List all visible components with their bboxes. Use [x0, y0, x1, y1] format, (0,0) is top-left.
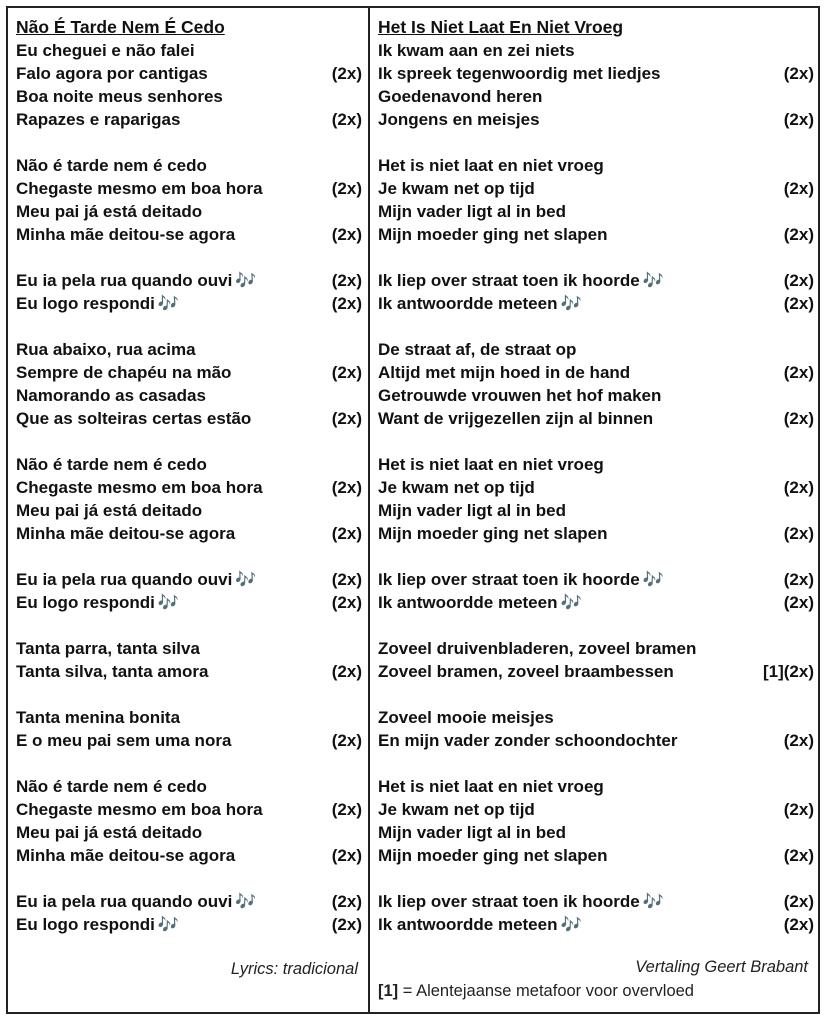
repeat-marker: (2x)	[331, 846, 362, 865]
dutch-title: Het Is Niet Laat En Niet Vroeg	[378, 17, 624, 37]
lyric-text: Namorando as casadas	[16, 386, 206, 405]
music-notes-icon: 🎶	[235, 271, 257, 290]
lyric-text: Eu ia pela rua quando ouvi	[16, 570, 233, 589]
stanza-gap	[16, 315, 362, 338]
lyric-line	[378, 361, 814, 384]
lyric-text: Want de vrijgezellen zijn al binnen	[378, 409, 654, 428]
lyric-text: Chegaste mesmo em boa hora	[16, 800, 263, 819]
lyric-line	[16, 591, 362, 614]
lyric-line	[378, 821, 814, 844]
lyric-text: Mijn vader ligt al in bed	[378, 501, 566, 520]
lyric-line	[378, 269, 814, 292]
repeat-marker: (2x)	[331, 179, 362, 198]
lyric-line	[16, 775, 362, 798]
music-notes-icon: 🎶	[560, 915, 582, 934]
repeat-marker: (2x)	[783, 478, 814, 497]
lyric-text: Não é tarde nem é cedo	[16, 777, 207, 796]
repeat-marker: (2x)	[783, 915, 814, 934]
music-notes-icon: 🎶	[560, 294, 582, 313]
stanza-gap	[16, 752, 362, 775]
lyric-line	[378, 85, 814, 108]
lyric-text: Getrouwde vrouwen het hof maken	[378, 386, 662, 405]
lyric-line	[378, 798, 814, 821]
stanza-gap	[16, 614, 362, 637]
repeat-marker: (2x)	[331, 570, 362, 589]
lyric-text: Tanta silva, tanta amora	[16, 662, 209, 681]
lyric-text: Chegaste mesmo em boa hora	[16, 179, 263, 198]
lyric-text: Eu logo respondi	[16, 593, 155, 612]
lyric-text: Ik liep over straat toen ik hoorde	[378, 271, 640, 290]
lyric-text: Mijn moeder ging net slapen	[378, 225, 608, 244]
repeat-marker: (2x)	[331, 731, 362, 750]
lyric-line	[378, 591, 814, 614]
lyric-line	[378, 384, 814, 407]
lyric-text: Je kwam net op tijd	[378, 179, 535, 198]
lyric-text: Eu logo respondi	[16, 915, 155, 934]
music-notes-icon: 🎶	[642, 271, 664, 290]
repeat-marker: (2x)	[331, 915, 362, 934]
lyric-text: Ik antwoordde meteen	[378, 915, 558, 934]
repeat-marker: (2x)	[783, 800, 814, 819]
lyric-text: Ik antwoordde meteen	[378, 593, 558, 612]
lyric-line	[378, 775, 814, 798]
lyric-line	[378, 890, 814, 913]
repeat-marker: (2x)	[331, 110, 362, 129]
lyric-text: Je kwam net op tijd	[378, 478, 535, 497]
lyric-line	[378, 223, 814, 246]
lyric-text: Het is niet laat en niet vroeg	[378, 156, 604, 175]
lyric-text: Rapazes e raparigas	[16, 110, 181, 129]
lyric-text: Ik liep over straat toen ik hoorde	[378, 570, 640, 589]
dutch-column	[378, 16, 814, 936]
repeat-marker: (2x)	[331, 800, 362, 819]
lyric-line	[16, 407, 362, 430]
lyric-text: Altijd met mijn hoed in de hand	[378, 363, 631, 382]
lyric-line	[16, 476, 362, 499]
lyric-text: Eu cheguei e não falei	[16, 41, 195, 60]
lyric-text: Ik liep over straat toen ik hoorde	[378, 892, 640, 911]
lyric-line	[378, 637, 814, 660]
lyric-line	[16, 729, 362, 752]
lyric-text: Boa noite meus senhores	[16, 87, 223, 106]
lyric-line	[16, 361, 362, 384]
lyric-text: Zoveel bramen, zoveel braambessen	[378, 662, 674, 681]
lyric-line	[16, 844, 362, 867]
repeat-marker: (2x)	[783, 363, 814, 382]
repeat-marker: (2x)	[331, 478, 362, 497]
stanza-gap	[378, 614, 814, 637]
lyric-text: Eu ia pela rua quando ouvi	[16, 892, 233, 911]
lyric-line	[378, 200, 814, 223]
lyric-text: Chegaste mesmo em boa hora	[16, 478, 263, 497]
repeat-marker: [1](2x)	[762, 662, 814, 681]
lyrics-table	[6, 6, 820, 1014]
lyric-text: Rua abaixo, rua acima	[16, 340, 196, 359]
lyric-line	[378, 407, 814, 430]
lyric-line	[378, 108, 814, 131]
lyric-line	[16, 890, 362, 913]
lyric-line	[16, 706, 362, 729]
portuguese-column	[16, 16, 362, 936]
lyric-text: Jongens en meisjes	[378, 110, 540, 129]
lyric-line	[378, 177, 814, 200]
repeat-marker: (2x)	[783, 524, 814, 543]
repeat-marker: (2x)	[331, 64, 362, 83]
repeat-marker: (2x)	[783, 294, 814, 313]
lyric-line	[16, 568, 362, 591]
lyric-text: Mijn vader ligt al in bed	[378, 202, 566, 221]
lyric-text: Ik kwam aan en zei niets	[378, 41, 575, 60]
lyric-text: Meu pai já está deitado	[16, 823, 203, 842]
stanza-gap	[378, 246, 814, 269]
repeat-marker: (2x)	[783, 179, 814, 198]
repeat-marker: (2x)	[783, 570, 814, 589]
repeat-marker: (2x)	[331, 409, 362, 428]
music-notes-icon: 🎶	[157, 915, 180, 934]
lyric-line	[16, 85, 362, 108]
repeat-marker: (2x)	[331, 225, 362, 244]
lyric-text: Het is niet laat en niet vroeg	[378, 455, 604, 474]
lyric-line	[16, 62, 362, 85]
repeat-marker: (2x)	[783, 409, 814, 428]
stanza-gap	[378, 867, 814, 890]
lyric-text: Goedenavond heren	[378, 87, 543, 106]
lyric-line	[378, 154, 814, 177]
lyric-line	[16, 338, 362, 361]
lyric-text: Ik antwoordde meteen	[378, 294, 558, 313]
lyric-text: Je kwam net op tijd	[378, 800, 535, 819]
portuguese-title: Não É Tarde Nem É Cedo	[16, 17, 225, 37]
lyric-line	[378, 338, 814, 361]
repeat-marker: (2x)	[783, 110, 814, 129]
lyric-line	[378, 499, 814, 522]
lyric-line	[16, 522, 362, 545]
lyrics-credit: Lyrics: tradicional	[230, 960, 358, 978]
lyric-line	[378, 729, 814, 752]
repeat-marker: (2x)	[783, 731, 814, 750]
lyric-text: Eu logo respondi	[16, 294, 155, 313]
lyric-line	[378, 568, 814, 591]
stanza-gap	[16, 131, 362, 154]
stanza-gap	[378, 752, 814, 775]
repeat-marker: (2x)	[331, 892, 362, 911]
stanza-gap	[16, 246, 362, 269]
lyric-line	[16, 108, 362, 131]
lyric-text: E o meu pai sem uma nora	[16, 731, 232, 750]
lyric-text: Falo agora por cantigas	[16, 64, 208, 83]
lyric-text: Meu pai já está deitado	[16, 501, 203, 520]
lyric-line	[378, 913, 814, 936]
stanza-gap	[378, 315, 814, 338]
lyric-text: Mijn moeder ging net slapen	[378, 846, 608, 865]
lyric-line	[16, 292, 362, 315]
lyric-line	[16, 798, 362, 821]
portuguese-lyrics	[16, 39, 362, 936]
lyric-text: Não é tarde nem é cedo	[16, 455, 207, 474]
music-notes-icon: 🎶	[235, 892, 257, 911]
music-notes-icon: 🎶	[157, 294, 180, 313]
stanza-gap	[378, 131, 814, 154]
stanza-gap	[16, 683, 362, 706]
stanza-gap	[378, 683, 814, 706]
lyric-line	[16, 384, 362, 407]
repeat-marker: (2x)	[331, 662, 362, 681]
stanza-gap	[16, 430, 362, 453]
repeat-marker: (2x)	[331, 271, 362, 290]
lyric-line	[378, 706, 814, 729]
lyric-text: Meu pai já está deitado	[16, 202, 203, 221]
lyric-line	[378, 62, 814, 85]
repeat-marker: (2x)	[783, 846, 814, 865]
lyric-line	[378, 39, 814, 62]
music-notes-icon: 🎶	[235, 570, 257, 589]
lyric-text: Tanta menina bonita	[16, 708, 181, 727]
lyric-text: Minha mãe deitou-se agora	[16, 524, 236, 543]
stanza-gap	[16, 867, 362, 890]
lyric-line	[16, 177, 362, 200]
lyric-text: De straat af, de straat op	[378, 340, 577, 359]
stanza-gap	[378, 545, 814, 568]
footnote-mark: [1]	[378, 982, 399, 1000]
music-notes-icon: 🎶	[560, 593, 582, 612]
lyric-text: Ik spreek tegenwoordig met liedjes	[378, 64, 661, 83]
lyric-line	[16, 269, 362, 292]
footnote-text: = Alentejaanse metafoor voor overvloed	[398, 982, 694, 1000]
dutch-lyrics	[378, 39, 814, 936]
lyric-text: Minha mãe deitou-se agora	[16, 846, 236, 865]
lyric-text: Zoveel druivenbladeren, zoveel bramen	[378, 639, 697, 658]
lyric-text: Mijn vader ligt al in bed	[378, 823, 566, 842]
lyric-text: Eu ia pela rua quando ouvi	[16, 271, 233, 290]
repeat-marker: (2x)	[783, 593, 814, 612]
lyric-line	[378, 660, 814, 683]
lyric-line	[16, 453, 362, 476]
repeat-marker: (2x)	[331, 593, 362, 612]
lyric-text: Zoveel mooie meisjes	[378, 708, 554, 727]
stanza-gap	[16, 545, 362, 568]
stanza-gap	[378, 430, 814, 453]
lyric-text: Sempre de chapéu na mão	[16, 363, 232, 382]
lyric-text: Het is niet laat en niet vroeg	[378, 777, 604, 796]
lyric-line	[16, 821, 362, 844]
lyric-line	[16, 39, 362, 62]
translation-credit: Vertaling Geert Brabant	[635, 958, 808, 976]
lyric-text: Tanta parra, tanta silva	[16, 639, 200, 658]
lyric-line	[378, 453, 814, 476]
repeat-marker: (2x)	[331, 524, 362, 543]
lyric-text: Mijn moeder ging net slapen	[378, 524, 608, 543]
lyric-line	[16, 637, 362, 660]
lyric-text: Que as solteiras certas estão	[16, 409, 252, 428]
footnote	[378, 982, 694, 1001]
lyric-line	[16, 154, 362, 177]
lyric-text: Não é tarde nem é cedo	[16, 156, 207, 175]
lyric-line	[378, 522, 814, 545]
music-notes-icon: 🎶	[642, 570, 664, 589]
repeat-marker: (2x)	[783, 225, 814, 244]
repeat-marker: (2x)	[783, 271, 814, 290]
repeat-marker: (2x)	[783, 892, 814, 911]
music-notes-icon: 🎶	[157, 593, 180, 612]
lyric-line	[378, 844, 814, 867]
repeat-marker: (2x)	[783, 64, 814, 83]
repeat-marker: (2x)	[331, 294, 362, 313]
lyric-line	[378, 476, 814, 499]
lyric-line	[378, 292, 814, 315]
lyric-line	[16, 660, 362, 683]
lyric-text: En mijn vader zonder schoondochter	[378, 731, 678, 750]
lyric-line	[16, 223, 362, 246]
lyric-line	[16, 200, 362, 223]
column-divider	[368, 8, 370, 1012]
lyric-line	[16, 913, 362, 936]
repeat-marker: (2x)	[331, 363, 362, 382]
lyric-text: Minha mãe deitou-se agora	[16, 225, 236, 244]
lyric-line	[16, 499, 362, 522]
music-notes-icon: 🎶	[642, 892, 664, 911]
